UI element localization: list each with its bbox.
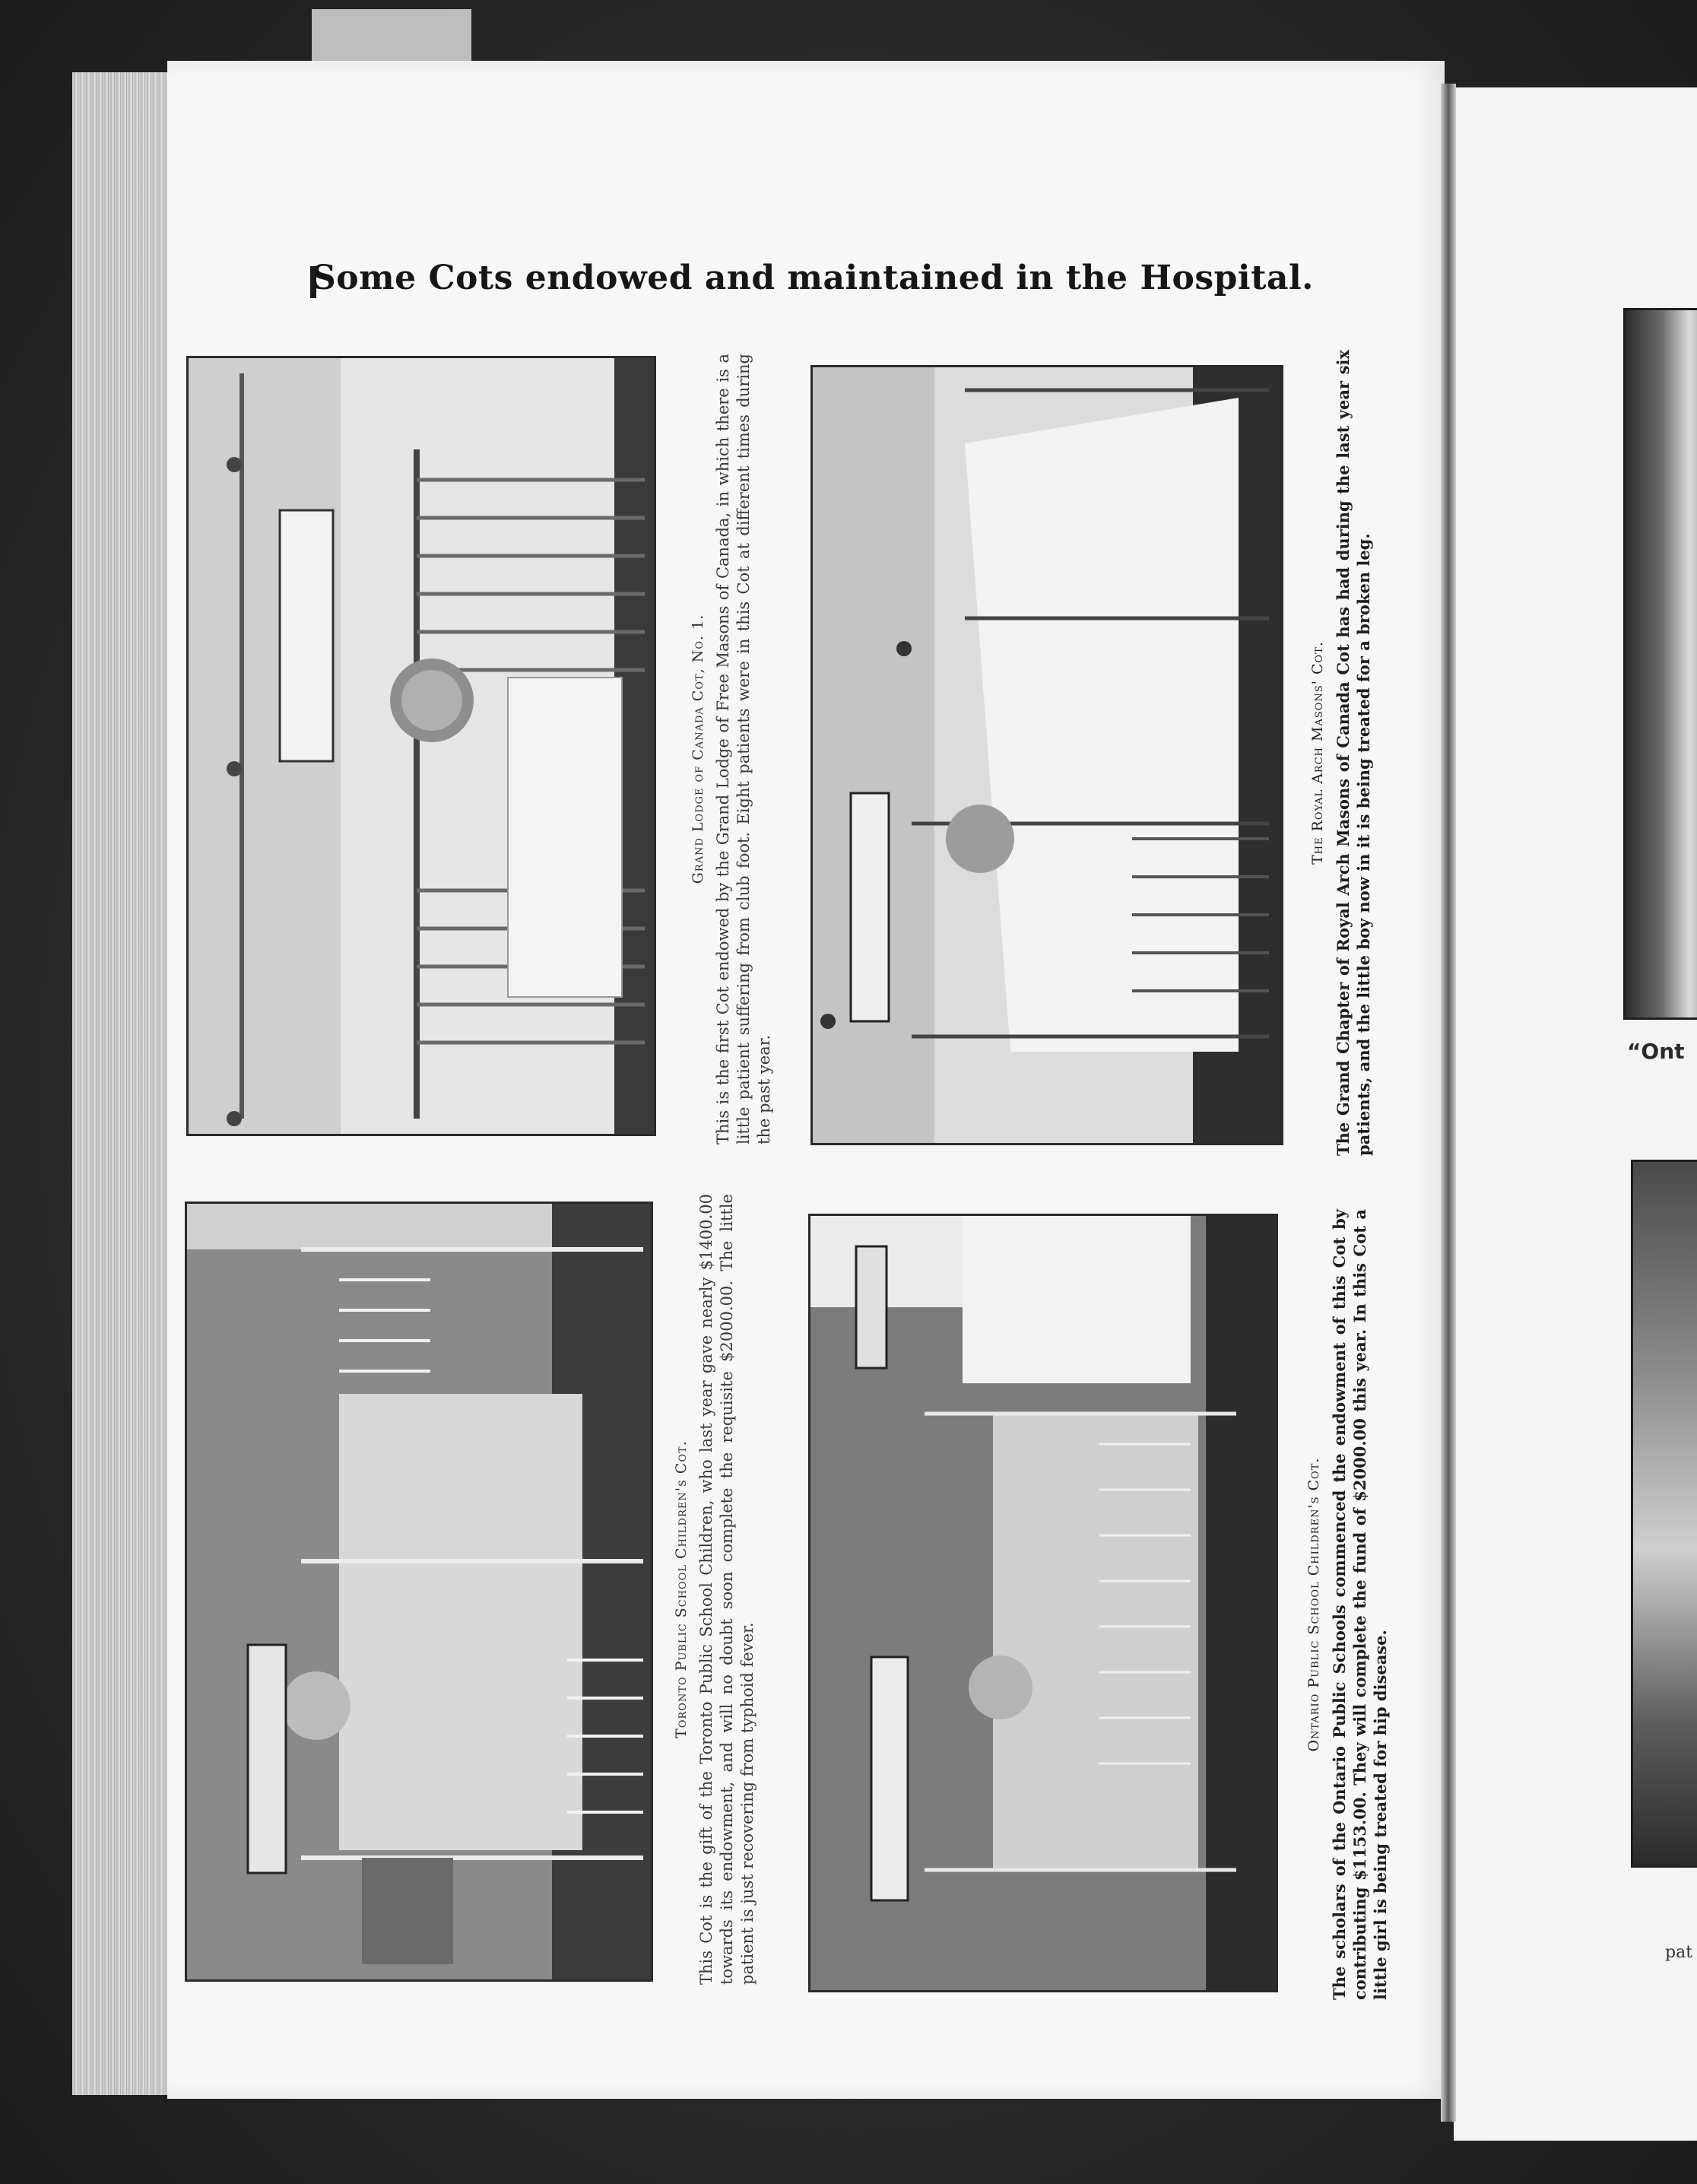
right-page-caption: “Ont: [1627, 1039, 1685, 1064]
caption-grand-lodge-cot: [688, 354, 775, 1144]
caption-heading: The Royal Arch Masons' Cot.: [1309, 641, 1326, 865]
right-page-photo-top: [1623, 308, 1697, 1020]
caption-ontario-public-school-cot: [1304, 1209, 1391, 2000]
caption-text: The scholars of the Ontario Public Schools commenced the endowment of this Cot by contributing $1153.00. They will complete the fund of $2000.00 this year. In this Cot a little girl is being treated for hip disease.: [1330, 1209, 1390, 2000]
book-gutter: [1441, 84, 1456, 2122]
photo-ontario-public-school-cot: [808, 1214, 1278, 1992]
caption-text: This Cot is the gift of the Toronto Public School Children, who last year gave nearly $1400.00 towards its endowment, and will no doubt soon complete the requisite $2000.00. The little patient is just recovering from typhoid fever.: [697, 1194, 757, 1985]
right-page-text: pat: [1665, 1943, 1693, 1962]
caption-text: The Grand Chapter of Royal Arch Masons of Canada Cot has had during the last year six patients, and the little boy now in it is being treated for a broken leg.: [1334, 350, 1373, 1156]
photo-royal-arch-masons-cot: [810, 365, 1283, 1145]
caption-heading: Ontario Public School Children's Cot.: [1305, 1457, 1322, 1752]
caption-royal-arch-masons-cot: [1308, 350, 1374, 1156]
caption-heading: Grand Lodge of Canada Cot, No. 1.: [690, 614, 706, 884]
page-title: Some Cots endowed and maintained in the Hospital.: [312, 259, 1314, 297]
top-page-tab: [312, 9, 471, 62]
caption-heading: Toronto Public School Children's Cot.: [673, 1440, 690, 1738]
caption-text: This is the first Cot endowed by the Grand Lodge of Free Masons of Canada, in which there is a little patient suffering from club foot. Eight patients were in this Cot at different times during the past year.: [714, 354, 773, 1144]
caption-toronto-public-school-cot: [671, 1194, 758, 1985]
photo-toronto-public-school-cot: [185, 1202, 653, 1982]
page-edges: [72, 72, 171, 2095]
photo-grand-lodge-cot: [186, 356, 656, 1136]
right-page-photo-bottom: [1631, 1160, 1697, 1868]
